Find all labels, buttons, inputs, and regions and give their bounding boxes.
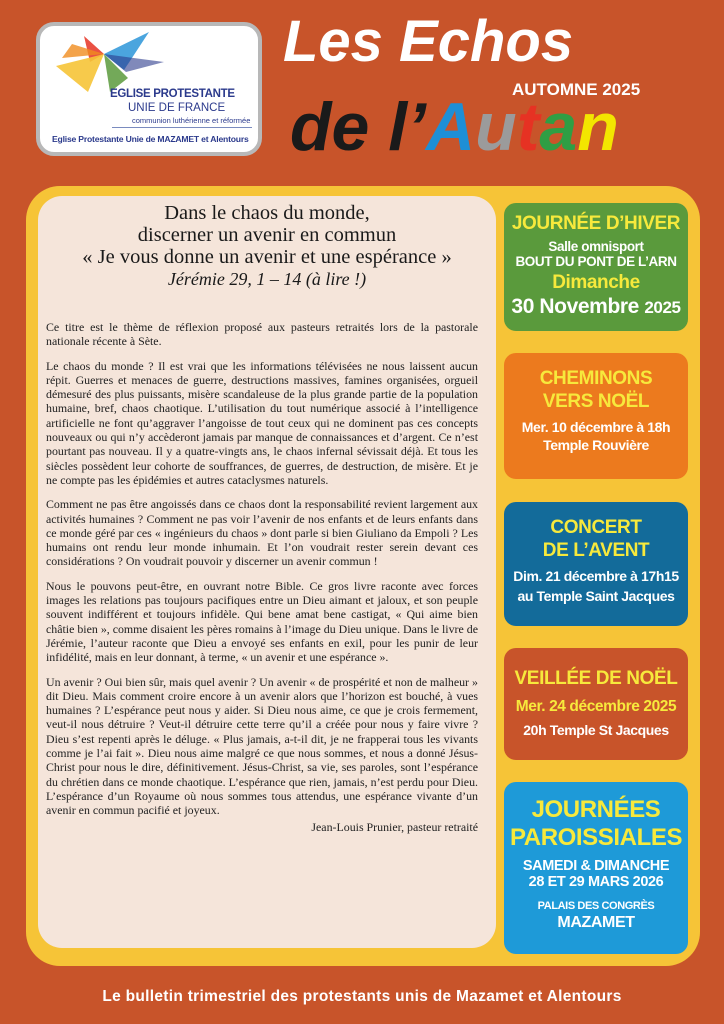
cross-emblem-icon: [54, 32, 184, 94]
event-date: 28 ET 29 MARS 2026: [528, 874, 664, 890]
event-title: JOURNÉE D’HIVER: [511, 213, 681, 234]
event-christmas-walk: [504, 353, 688, 479]
headline-line-2: discerner un avenir en commun: [137, 224, 397, 246]
logo-name-line2: UNIE DE FRANCE: [128, 102, 226, 114]
logo-divider: [112, 127, 252, 128]
editorial-article: [38, 196, 496, 948]
footer-tagline: Le bulletin trimestriel des protestants unis de Mazamet et Alentours: [102, 988, 622, 1005]
event-venue-detail: BOUT DU PONT DE L’ARN: [515, 254, 677, 269]
logo-name-line1: EGLISE PROTESTANTE: [110, 88, 235, 100]
event-venue: PALAIS DES CONGRÈS: [537, 900, 655, 912]
event-title-line1: CHEMINONS: [539, 368, 653, 389]
event-days: SAMEDI & DIMANCHE: [522, 858, 670, 874]
article-paragraph: Un avenir ? Oui bien sûr, mais quel avenir ? Un avenir « de prospérité et non de malheur » dit Dieu. Mais comment croire encore à un avenir alors que l’horizon est bouché, à vues humaines ? L’espérance peut nous y aider. Si Dieu nous aime, ce que je crois fermement, veut-il nous détruire ? Veut-il détruire cette terre qu’il a créée pour nous y faire vivre ? Dieu s’est repenti après le déluge. « Plus jamais, a-t-il dit, je ne frapperai tous les vivants comme je l’ai fait ». Dieu nous aime malgré ce que nous sommes, et nous a donné Jésus-Christ pour nous le dire, définitivement. Jésus-Christ, sa vie, ses paroles, sont l’espérance du chrétien dans ce monde chaotique. L’espérance que rien, jamais, n’est perdu pour Dieu. L’espérance d’un Royaume où nous sommes tous attendus, une espérance vivante d’un avenir en commun pacifié et joyeux.: [46, 674, 478, 818]
masthead-title-les-echos: Les Echos: [283, 9, 574, 74]
event-title-line2: DE L’AVENT: [542, 540, 650, 561]
masthead-season: AUTOMNE 2025: [512, 80, 641, 99]
article-signature: Jean-Louis Prunier, pasteur retraité: [311, 819, 478, 834]
event-datetime: Dim. 21 décembre à 17h15: [513, 568, 679, 584]
event-city: MAZAMET: [557, 914, 635, 931]
article-body: [46, 320, 478, 844]
event-title-line1: CONCERT: [550, 517, 642, 538]
event-winter-day: [504, 203, 688, 331]
event-title-line2: VERS NOËL: [542, 391, 650, 412]
event-date: Mer. 24 décembre 2025: [515, 698, 677, 715]
event-venue: Salle omnisport: [548, 239, 644, 254]
scripture-reference: Jérémie 29, 1 – 14 (à lire !): [167, 269, 367, 289]
event-title-line2: PAROISSIALES: [509, 824, 683, 851]
event-datetime: Mer. 10 décembre à 18h: [521, 419, 671, 435]
autan-letter: n: [577, 89, 619, 165]
event-venue: Temple Rouvière: [543, 437, 649, 453]
article-headline: [38, 202, 496, 290]
event-year: 2025: [644, 298, 681, 317]
autan-letter: u: [475, 89, 517, 165]
event-venue: au Temple Saint Jacques: [517, 588, 675, 604]
event-venue: 20h Temple St Jacques: [523, 722, 669, 738]
masthead-title-de: de l’: [290, 89, 427, 165]
event-advent-concert: [504, 502, 688, 626]
event-parish-days: [504, 782, 688, 954]
event-day: Dimanche: [552, 272, 640, 293]
masthead-title-de-lautan: [290, 88, 619, 166]
masthead-title-autan: [426, 89, 619, 165]
logo-local-church: Eglise Protestante Unie de MAZAMET et Alentours: [52, 134, 249, 144]
event-title-line1: JOURNÉES: [531, 796, 661, 823]
article-paragraph: Nous le pouvons peut-être, en ouvrant notre Bible. Ce gros livre raconte avec forces images les relations pas toujours pacifiques entre un Dieu aimant et jaloux, et son peuple souvent indifférent et toujours infidèle. Qui bene amat bene castigat, « Qui aime bien châtie bien », comme disaient les pères romains à l’image du Dieu unique. Dans le livre de Jérémie, l’auteur raconte que Dieu a envoyé ses enfants en exil, pour les punir de leur infidélité, mais en leur donnant, à terme, « un avenir et une espérance ».: [46, 578, 478, 665]
event-christmas-eve: [504, 648, 688, 760]
article-paragraph: Ce titre est le thème de réflexion proposé aux pasteurs retraités lors de la pastorale nationale récente à Sète.: [46, 320, 478, 349]
article-paragraph: Comment ne pas être angoissés dans ce chaos dont la responsabilité revient largement aux activités humaines ? Comment ne pas voir l’avenir de nos enfants et de leurs enfants dans ce monde géré par ces « ingénieurs du chaos » dont parle si bien Giuliano da Empoli ? Les humains ont rendu leur monde inhumain. Et l’on voudrait rester serein devant ces considérations ? On voudrait pouvoir y discerner un avenir commun !: [46, 497, 478, 569]
autan-letter: A: [426, 89, 476, 165]
headline-line-1: Dans le chaos du monde,: [164, 202, 370, 224]
headline-line-3: « Je vous donne un avenir et une espérance »: [82, 246, 452, 268]
logo-name-line3: communion luthérienne et réformée: [132, 116, 251, 125]
autan-letter: a: [539, 89, 578, 165]
article-paragraph: Le chaos du monde ? Il est vrai que les informations télévisées ne nous laissent aucun répit. Guerres et menaces de guerre, destructions massives, famines organisées, orgueil démesuré des plus puissants, misère scandaleuse de la plus grande partie de la population humaine, bref, chaos chaotique. L’utilisation du tout numérique associé à l’intelligence artificielle ne font qu’aggraver l’angoisse de tout ceux qui ne dominent pas ces concepts nouveaux ou qui n’y accèderont jamais par manque de connaissances et d’argent. Ce n’est pourtant pas nouveau. Il y a quatre-vingts ans, le chaos infernal sévissait déjà. Et tous les siècles possèdent leur cohorte de souffrances, de guerres, de destruction, de misère. Et je ne compte pas les épidémies et autres cataclysmes naturels.: [46, 358, 478, 487]
event-title: VEILLÉE DE NOËL: [514, 668, 678, 689]
church-logo: [36, 22, 262, 156]
event-date: 30 Novembre: [511, 295, 639, 318]
autan-letter: t: [516, 89, 540, 165]
